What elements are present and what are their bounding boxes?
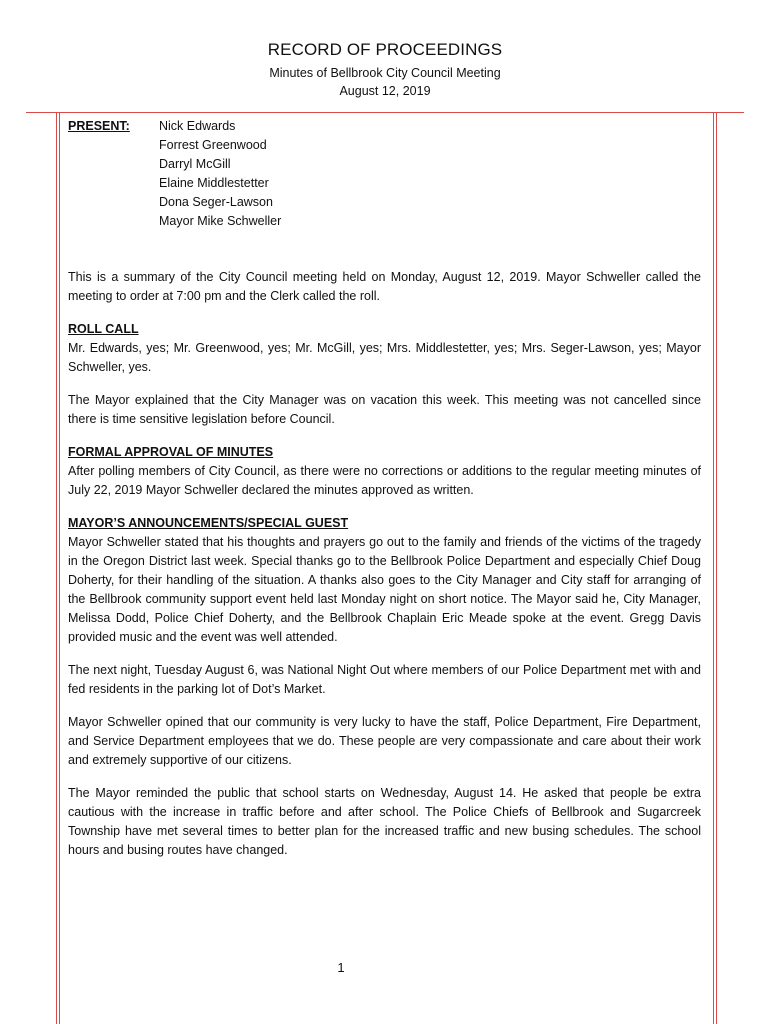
present-name: Forrest Greenwood xyxy=(159,138,267,152)
intro-paragraph: This is a summary of the City Council meeting held on Monday, August 12, 2019. Mayor Schweller called the meeting to order at 7:00 pm and the Clerk called the roll. xyxy=(68,270,701,303)
header-rule xyxy=(26,112,744,113)
roll-call-text: Mr. Edwards, yes; Mr. Greenwood, yes; Mr. McGill, yes; Mrs. Middlestetter, yes; Mrs. Seger-Lawson, yes; Mayor Schweller, yes. xyxy=(68,341,701,374)
document-title: RECORD OF PROCEEDINGS xyxy=(267,40,503,59)
approval-section xyxy=(68,443,701,500)
announcements-section xyxy=(68,514,701,647)
announcements-paragraph-4: The Mayor reminded the public that school starts on Wednesday, August 14. He asked that people be extra cautious with the increase in traffic before and after school. The Police Chiefs of Bellbrook and Sugarcreek Township have met several times to better plan for the increased traffic and new busing schedules. The school hours and busing routes have changed. xyxy=(68,786,701,857)
approval-heading: FORMAL APPROVAL OF MINUTES xyxy=(68,445,274,459)
approval-text: After polling members of City Council, as there were no corrections or additions to the regular meeting minutes of July 22, 2019 Mayor Schweller declared the minutes approved as written. xyxy=(68,464,701,497)
present-name: Nick Edwards xyxy=(159,119,236,133)
present-label: PRESENT: xyxy=(68,119,130,133)
left-margin-rule-inner xyxy=(59,112,60,1024)
page-number: 1 xyxy=(337,960,345,975)
present-list xyxy=(159,117,281,231)
present-name: Elaine Middlestetter xyxy=(159,176,269,190)
meeting-name: Minutes of Bellbrook City Council Meeting xyxy=(269,66,501,80)
right-margin-rule-inner xyxy=(713,112,714,1024)
present-name: Mayor Mike Schweller xyxy=(159,214,282,228)
announcements-paragraph-2: The next night, Tuesday August 6, was National Night Out where members of our Police Department met with and fed residents in the parking lot of Dot’s Market. xyxy=(68,663,701,696)
announcements-paragraph-3: Mayor Schweller opined that our community is very lucky to have the staff, Police Department, Fire Department, and Service Department employees that we do. These people are very compassionate and care about their work and extremely supportive of our citizens. xyxy=(68,715,701,767)
roll-call-section xyxy=(68,320,701,377)
present-name: Dona Seger-Lawson xyxy=(159,195,273,209)
manager-note-paragraph: The Mayor explained that the City Manager was on vacation this week. This meeting was not cancelled since there is time sensitive legislation before Council. xyxy=(68,393,701,426)
present-name: Darryl McGill xyxy=(159,157,231,171)
announcements-paragraph-1: Mayor Schweller stated that his thoughts and prayers go out to the family and friends of the victims of the tragedy in the Oregon District last week. Special thanks go to the Bellbrook Police Department and especially Chief Doug Doherty, for their handling of the situation. A thanks also goes to the City Manager and City staff for arranging of the Bellbrook community support event held last Monday night on short notice. The Mayor said he, City Manager, Melissa Dodd, Police Chief Doherty, and the Bellbrook Chaplain Eric Meade spoke at the event. Gregg Davis provided music and the event was well attended. xyxy=(68,535,701,644)
minutes-body xyxy=(68,268,701,874)
right-margin-rule xyxy=(716,112,717,1024)
left-margin-rule xyxy=(56,112,57,1024)
roll-call-heading: ROLL CALL xyxy=(68,322,139,336)
meeting-date: August 12, 2019 xyxy=(339,84,431,98)
document-subtitle-block xyxy=(0,64,770,100)
announcements-heading: MAYOR’S ANNOUNCEMENTS/SPECIAL GUEST xyxy=(68,516,349,530)
